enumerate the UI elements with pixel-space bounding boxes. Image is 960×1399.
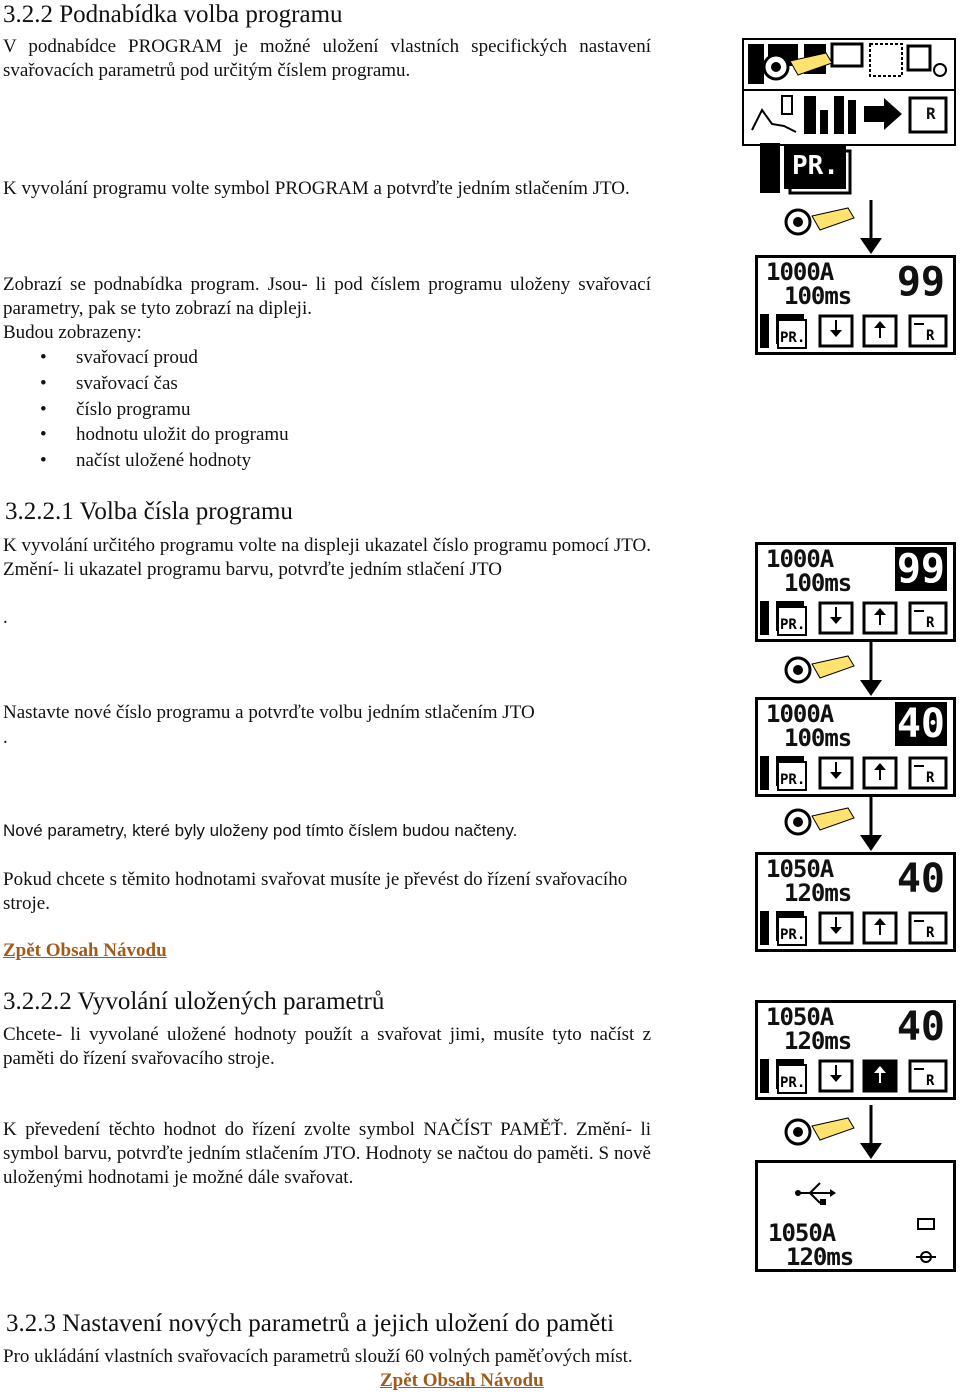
time-value: 120ms — [786, 1243, 854, 1271]
svg-text:PR.: PR. — [780, 927, 806, 943]
svg-text:PR.: PR. — [780, 772, 806, 788]
program-icon: PR. — [760, 143, 854, 195]
paragraph: Nové parametry, které byly uloženy pod tímto číslem budou načteny. — [3, 821, 518, 840]
current-value: 1050A — [766, 1003, 834, 1031]
section-title-program-submenu: 3.2.2 Podnabídka volba programu — [3, 1, 343, 28]
program-number: 99 — [896, 546, 945, 592]
lcd-icon-row — [760, 312, 951, 350]
program-number: 40 — [896, 856, 945, 902]
paragraph: Chcete- li vyvolané uložené hodnoty použít a svařovat jimi, musíte tyto načíst z paměti do řízení svařovacího stroje. — [3, 1024, 651, 1069]
knob-hand-icon — [746, 45, 836, 90]
svg-text:PR.: PR. — [780, 330, 806, 346]
time-value: 120ms — [784, 879, 852, 907]
lcd-icon-row — [760, 909, 951, 947]
back-to-contents-link[interactable]: Zpět Obsah Návodu — [3, 940, 167, 961]
list-item: • načíst uložené hodnoty — [40, 448, 289, 474]
section-title-new-parameters: 3.2.3 Nastavení nových parametrů a jejich uložení do paměti — [6, 1310, 615, 1337]
time-value: 100ms — [784, 569, 852, 597]
lcd-display-3 — [755, 697, 956, 797]
paragraph: V podnabídce PROGRAM je možné uložení vlastních specifických nastavení svařovacích parametrů pod určitým číslem programu. — [3, 36, 651, 81]
back-to-contents-link[interactable]: Zpět Obsah Návodu — [380, 1370, 544, 1391]
knob-hand-icon — [768, 200, 858, 245]
list-item: • číslo programu — [40, 397, 289, 423]
knob-hand-icon — [768, 648, 858, 693]
program-number: 40 — [896, 701, 945, 747]
time-value: 120ms — [784, 1027, 852, 1055]
paragraph: . — [3, 727, 8, 748]
paragraph: Nastavte nové číslo programu a potvrďte volbu jedním stlačením JTO — [3, 702, 535, 723]
list-item: • svařovací proud — [40, 345, 289, 371]
lcd-display-2 — [755, 542, 956, 642]
displayed-items-list — [40, 345, 289, 474]
svg-text:PR.: PR. — [780, 1075, 806, 1091]
paragraph: Pokud chcete s těmito hodnotami svařovat musíte je převést do řízení svařovacího stroje. — [3, 869, 628, 914]
lcd-icon-row — [760, 599, 951, 637]
current-value: 1000A — [766, 258, 834, 286]
paragraph: K vyvolání určitého programu volte na displeji ukazatel číslo programu pomocí JTO. Změní- li ukazatel programu barvu, potvrďte jedním stlačení JTO — [3, 535, 651, 580]
current-value: 1050A — [768, 1219, 836, 1247]
knob-hand-icon — [768, 800, 858, 845]
down-arrow-icon — [856, 200, 886, 256]
svg-text:PR.: PR. — [780, 617, 806, 633]
knob-hand-icon — [768, 1110, 858, 1155]
paragraph: K vyvolání programu volte symbol PROGRAM a potvrďte jedním stlačením JTO. — [3, 178, 630, 199]
section-title-recall-parameters: 3.2.2.2 Vyvolání uložených parametrů — [3, 988, 385, 1015]
lcd-display-4 — [755, 852, 956, 952]
lcd-display-5 — [755, 1000, 956, 1100]
r-icon: R — [926, 104, 936, 123]
lcd-icon-row — [760, 754, 951, 792]
svg-text:R: R — [926, 925, 935, 941]
section-title-program-number: 3.2.2.1 Volba čísla programu — [5, 498, 293, 525]
paragraph: Pro ukládání vlastních svařovacích parametrů slouží 60 volných paměťových míst. — [3, 1346, 633, 1367]
svg-text:R: R — [926, 615, 935, 631]
lcd-icon-row — [760, 1057, 951, 1095]
paragraph: Zobrazí se podnabídka program. Jsou- li pod číslem programu uloženy svařovací parametry, pak se tyto zobrazí na dipleji. — [3, 274, 651, 319]
time-value: 100ms — [784, 724, 852, 752]
current-value: 1050A — [766, 855, 834, 883]
list-item: • svařovací čas — [40, 371, 289, 397]
current-value: 1000A — [766, 545, 834, 573]
paragraph: K převedení těchto hodnot do řízení zvolte symbol NAČÍST PAMĚŤ. Změní- li symbol barvu, potvrďte jedním stlačením JTO. Hodnoty se načtou do paměti. S nově uloženými hodnotami je možné dále svařovat. — [3, 1119, 651, 1188]
svg-text:R: R — [926, 770, 935, 786]
lcd-display-1 — [755, 255, 956, 355]
current-value: 1000A — [766, 700, 834, 728]
down-arrow-icon — [856, 642, 886, 698]
list-item: • hodnotu uložit do programu — [40, 422, 289, 448]
down-arrow-icon — [856, 797, 886, 853]
svg-text:R: R — [926, 1073, 935, 1089]
program-number: 40 — [896, 1004, 945, 1050]
down-arrow-icon — [856, 1105, 886, 1161]
paragraph: . — [3, 607, 8, 628]
paragraph: Budou zobrazeny: — [3, 322, 142, 343]
time-value: 100ms — [784, 282, 852, 310]
program-number: 99 — [896, 259, 945, 305]
svg-text:R: R — [926, 328, 935, 344]
lcd-display-6 — [755, 1160, 956, 1272]
